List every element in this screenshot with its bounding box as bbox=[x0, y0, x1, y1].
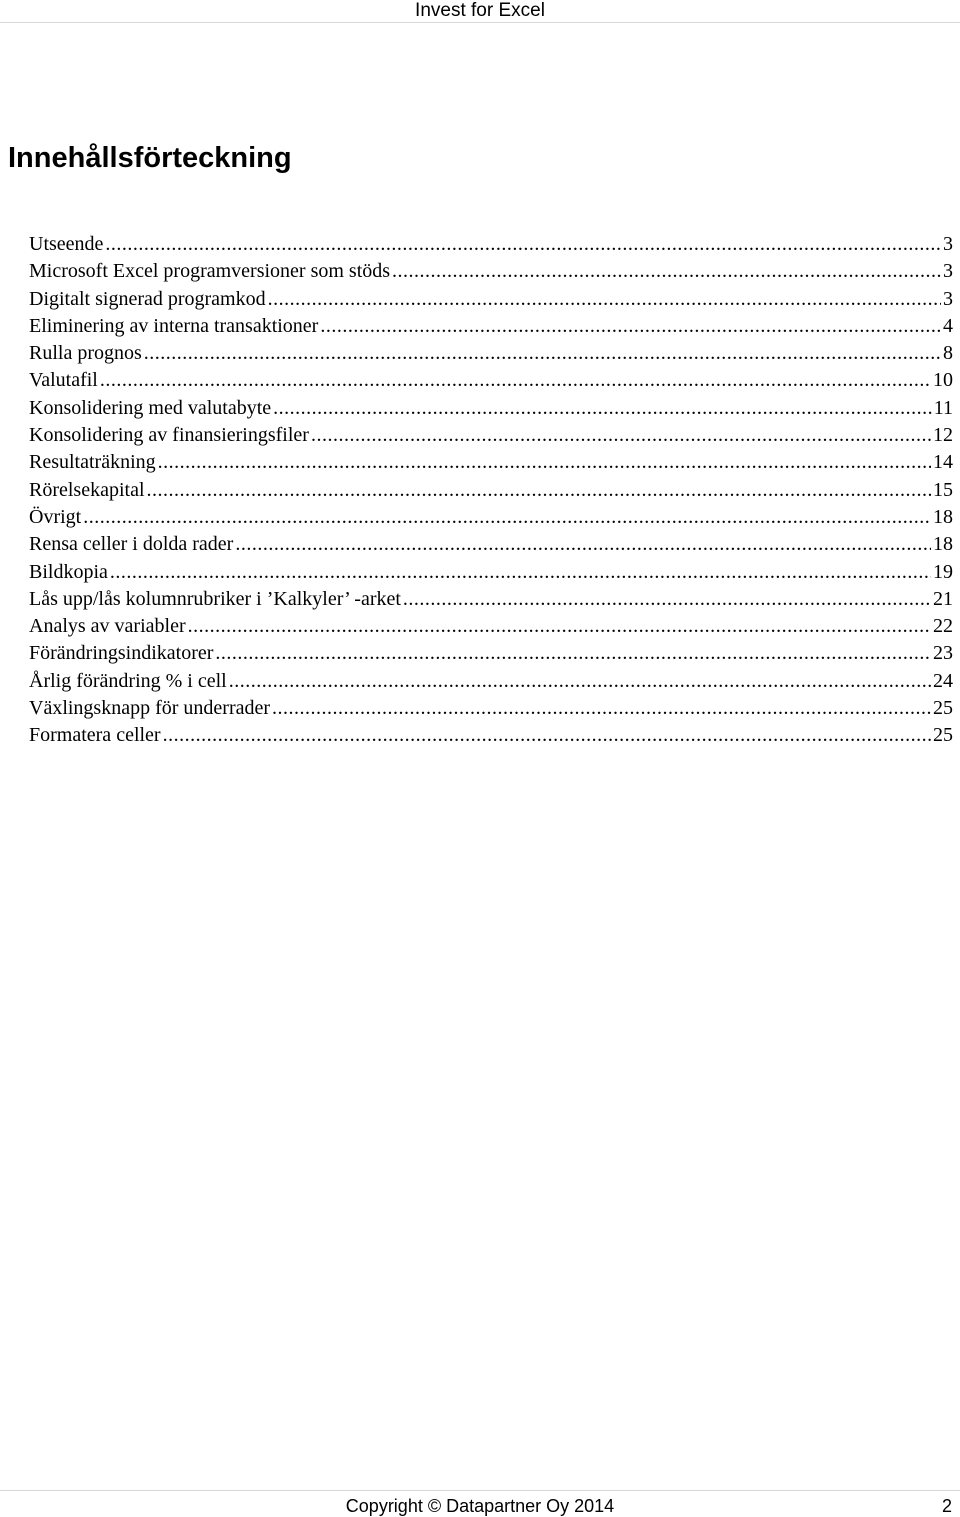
toc-entry-page-number[interactable]: 14 bbox=[933, 451, 953, 474]
toc-entry-label[interactable]: Eliminering av interna transaktioner bbox=[29, 314, 319, 337]
toc-entry-label[interactable]: Analys av variabler bbox=[29, 615, 186, 638]
toc-entry[interactable] bbox=[29, 613, 953, 640]
toc-dot-leader bbox=[229, 668, 931, 695]
toc-entry-label[interactable]: Konsolidering med valutabyte bbox=[29, 396, 272, 419]
toc-entry[interactable] bbox=[29, 586, 953, 613]
page-footer bbox=[0, 1490, 960, 1517]
toc-dot-leader bbox=[311, 422, 931, 449]
toc-entry-label[interactable]: Övrigt bbox=[29, 505, 82, 528]
toc-entry-page-number[interactable]: 12 bbox=[933, 424, 953, 447]
toc-entry-label[interactable]: Valutafil bbox=[29, 369, 98, 392]
toc-dot-leader bbox=[403, 586, 931, 613]
toc-dot-leader bbox=[268, 286, 941, 313]
toc-entry-label[interactable]: Årlig förändring % i cell bbox=[29, 669, 227, 692]
toc-dot-leader bbox=[100, 367, 931, 394]
toc-entry-page-number[interactable]: 4 bbox=[943, 314, 953, 337]
toc-entry-page-number[interactable]: 18 bbox=[933, 505, 953, 528]
toc-entry[interactable] bbox=[29, 531, 953, 558]
toc-entry-label[interactable]: Resultaträkning bbox=[29, 451, 156, 474]
toc-entry[interactable] bbox=[29, 340, 953, 367]
toc-entry-page-number[interactable]: 8 bbox=[943, 342, 953, 365]
toc-entry-page-number[interactable]: 18 bbox=[933, 533, 953, 556]
toc-entry-page-number[interactable]: 25 bbox=[933, 697, 953, 720]
toc-dot-leader bbox=[235, 531, 931, 558]
toc-entry[interactable] bbox=[29, 367, 953, 394]
toc-dot-leader bbox=[320, 313, 941, 340]
toc-dot-leader bbox=[83, 504, 931, 531]
page-header bbox=[0, 0, 960, 23]
toc-entry-page-number[interactable]: 3 bbox=[943, 233, 953, 255]
toc-entry-page-number[interactable]: 19 bbox=[933, 560, 953, 583]
toc-entry[interactable] bbox=[29, 231, 953, 258]
toc-entry[interactable] bbox=[29, 422, 953, 449]
toc-dot-leader bbox=[144, 340, 941, 367]
document-title: Innehållsförteckning bbox=[8, 142, 292, 174]
toc-entry-label[interactable]: Digitalt signerad programkod bbox=[29, 287, 266, 310]
toc-entry[interactable] bbox=[29, 640, 953, 667]
toc-dot-leader bbox=[147, 477, 931, 504]
toc-entry[interactable] bbox=[29, 695, 953, 722]
toc-entry-page-number[interactable]: 15 bbox=[933, 478, 953, 501]
toc-entry[interactable] bbox=[29, 668, 953, 695]
toc-entry-label[interactable]: Utseende bbox=[29, 233, 104, 255]
toc-entry-label[interactable]: Microsoft Excel programversioner som stöds bbox=[29, 260, 391, 283]
toc-dot-leader bbox=[110, 559, 931, 586]
toc-dot-leader bbox=[163, 722, 931, 749]
toc-entry-page-number[interactable]: 24 bbox=[933, 669, 953, 692]
footer-copyright: Copyright © Datapartner Oy 2014 bbox=[345, 1496, 615, 1516]
toc-dot-leader bbox=[158, 449, 931, 476]
toc-dot-leader bbox=[105, 231, 941, 258]
toc-dot-leader bbox=[272, 695, 931, 722]
toc-dot-leader bbox=[215, 640, 931, 667]
toc-entry-label[interactable]: Rensa celler i dolda rader bbox=[29, 533, 234, 556]
toc-entry-label[interactable]: Lås upp/lås kolumnrubriker i ’Kalkyler’ -arket bbox=[29, 587, 401, 610]
toc-entry-page-number[interactable]: 10 bbox=[933, 369, 953, 392]
toc-entry-label[interactable]: Växlingsknapp för underrader bbox=[29, 697, 271, 720]
toc-entry-page-number[interactable]: 25 bbox=[933, 724, 953, 747]
toc-entry[interactable] bbox=[29, 504, 953, 531]
table-of-contents bbox=[29, 231, 953, 750]
toc-entry[interactable] bbox=[29, 559, 953, 586]
toc-dot-leader bbox=[188, 613, 931, 640]
toc-entry-label[interactable]: Rulla prognos bbox=[29, 342, 142, 365]
toc-entry[interactable] bbox=[29, 477, 953, 504]
toc-entry[interactable] bbox=[29, 395, 953, 422]
toc-entry-label[interactable]: Formatera celler bbox=[29, 724, 161, 747]
toc-dot-leader bbox=[392, 258, 941, 285]
toc-entry-page-number[interactable]: 21 bbox=[933, 587, 953, 610]
toc-entry-label[interactable]: Rörelsekapital bbox=[29, 478, 145, 501]
toc-entry[interactable] bbox=[29, 449, 953, 476]
toc-entry[interactable] bbox=[29, 313, 953, 340]
toc-entry-page-number[interactable]: 3 bbox=[943, 260, 953, 283]
toc-entry-label[interactable]: Konsolidering av finansieringsfiler bbox=[29, 424, 309, 447]
toc-entry-page-number[interactable]: 3 bbox=[943, 287, 953, 310]
toc-entry[interactable] bbox=[29, 286, 953, 313]
toc-entry-page-number[interactable]: 23 bbox=[933, 642, 953, 665]
header-title: Invest for Excel bbox=[415, 0, 545, 21]
toc-entry[interactable] bbox=[29, 722, 953, 749]
toc-entry-page-number[interactable]: 11 bbox=[933, 396, 953, 419]
toc-entry-label[interactable]: Förändringsindikatorer bbox=[29, 642, 214, 665]
footer-page-number: 2 bbox=[941, 1496, 952, 1516]
toc-entry-page-number[interactable]: 22 bbox=[933, 615, 953, 638]
toc-dot-leader bbox=[273, 395, 932, 422]
toc-entry[interactable] bbox=[29, 258, 953, 285]
toc-entry-label[interactable]: Bildkopia bbox=[29, 560, 108, 583]
